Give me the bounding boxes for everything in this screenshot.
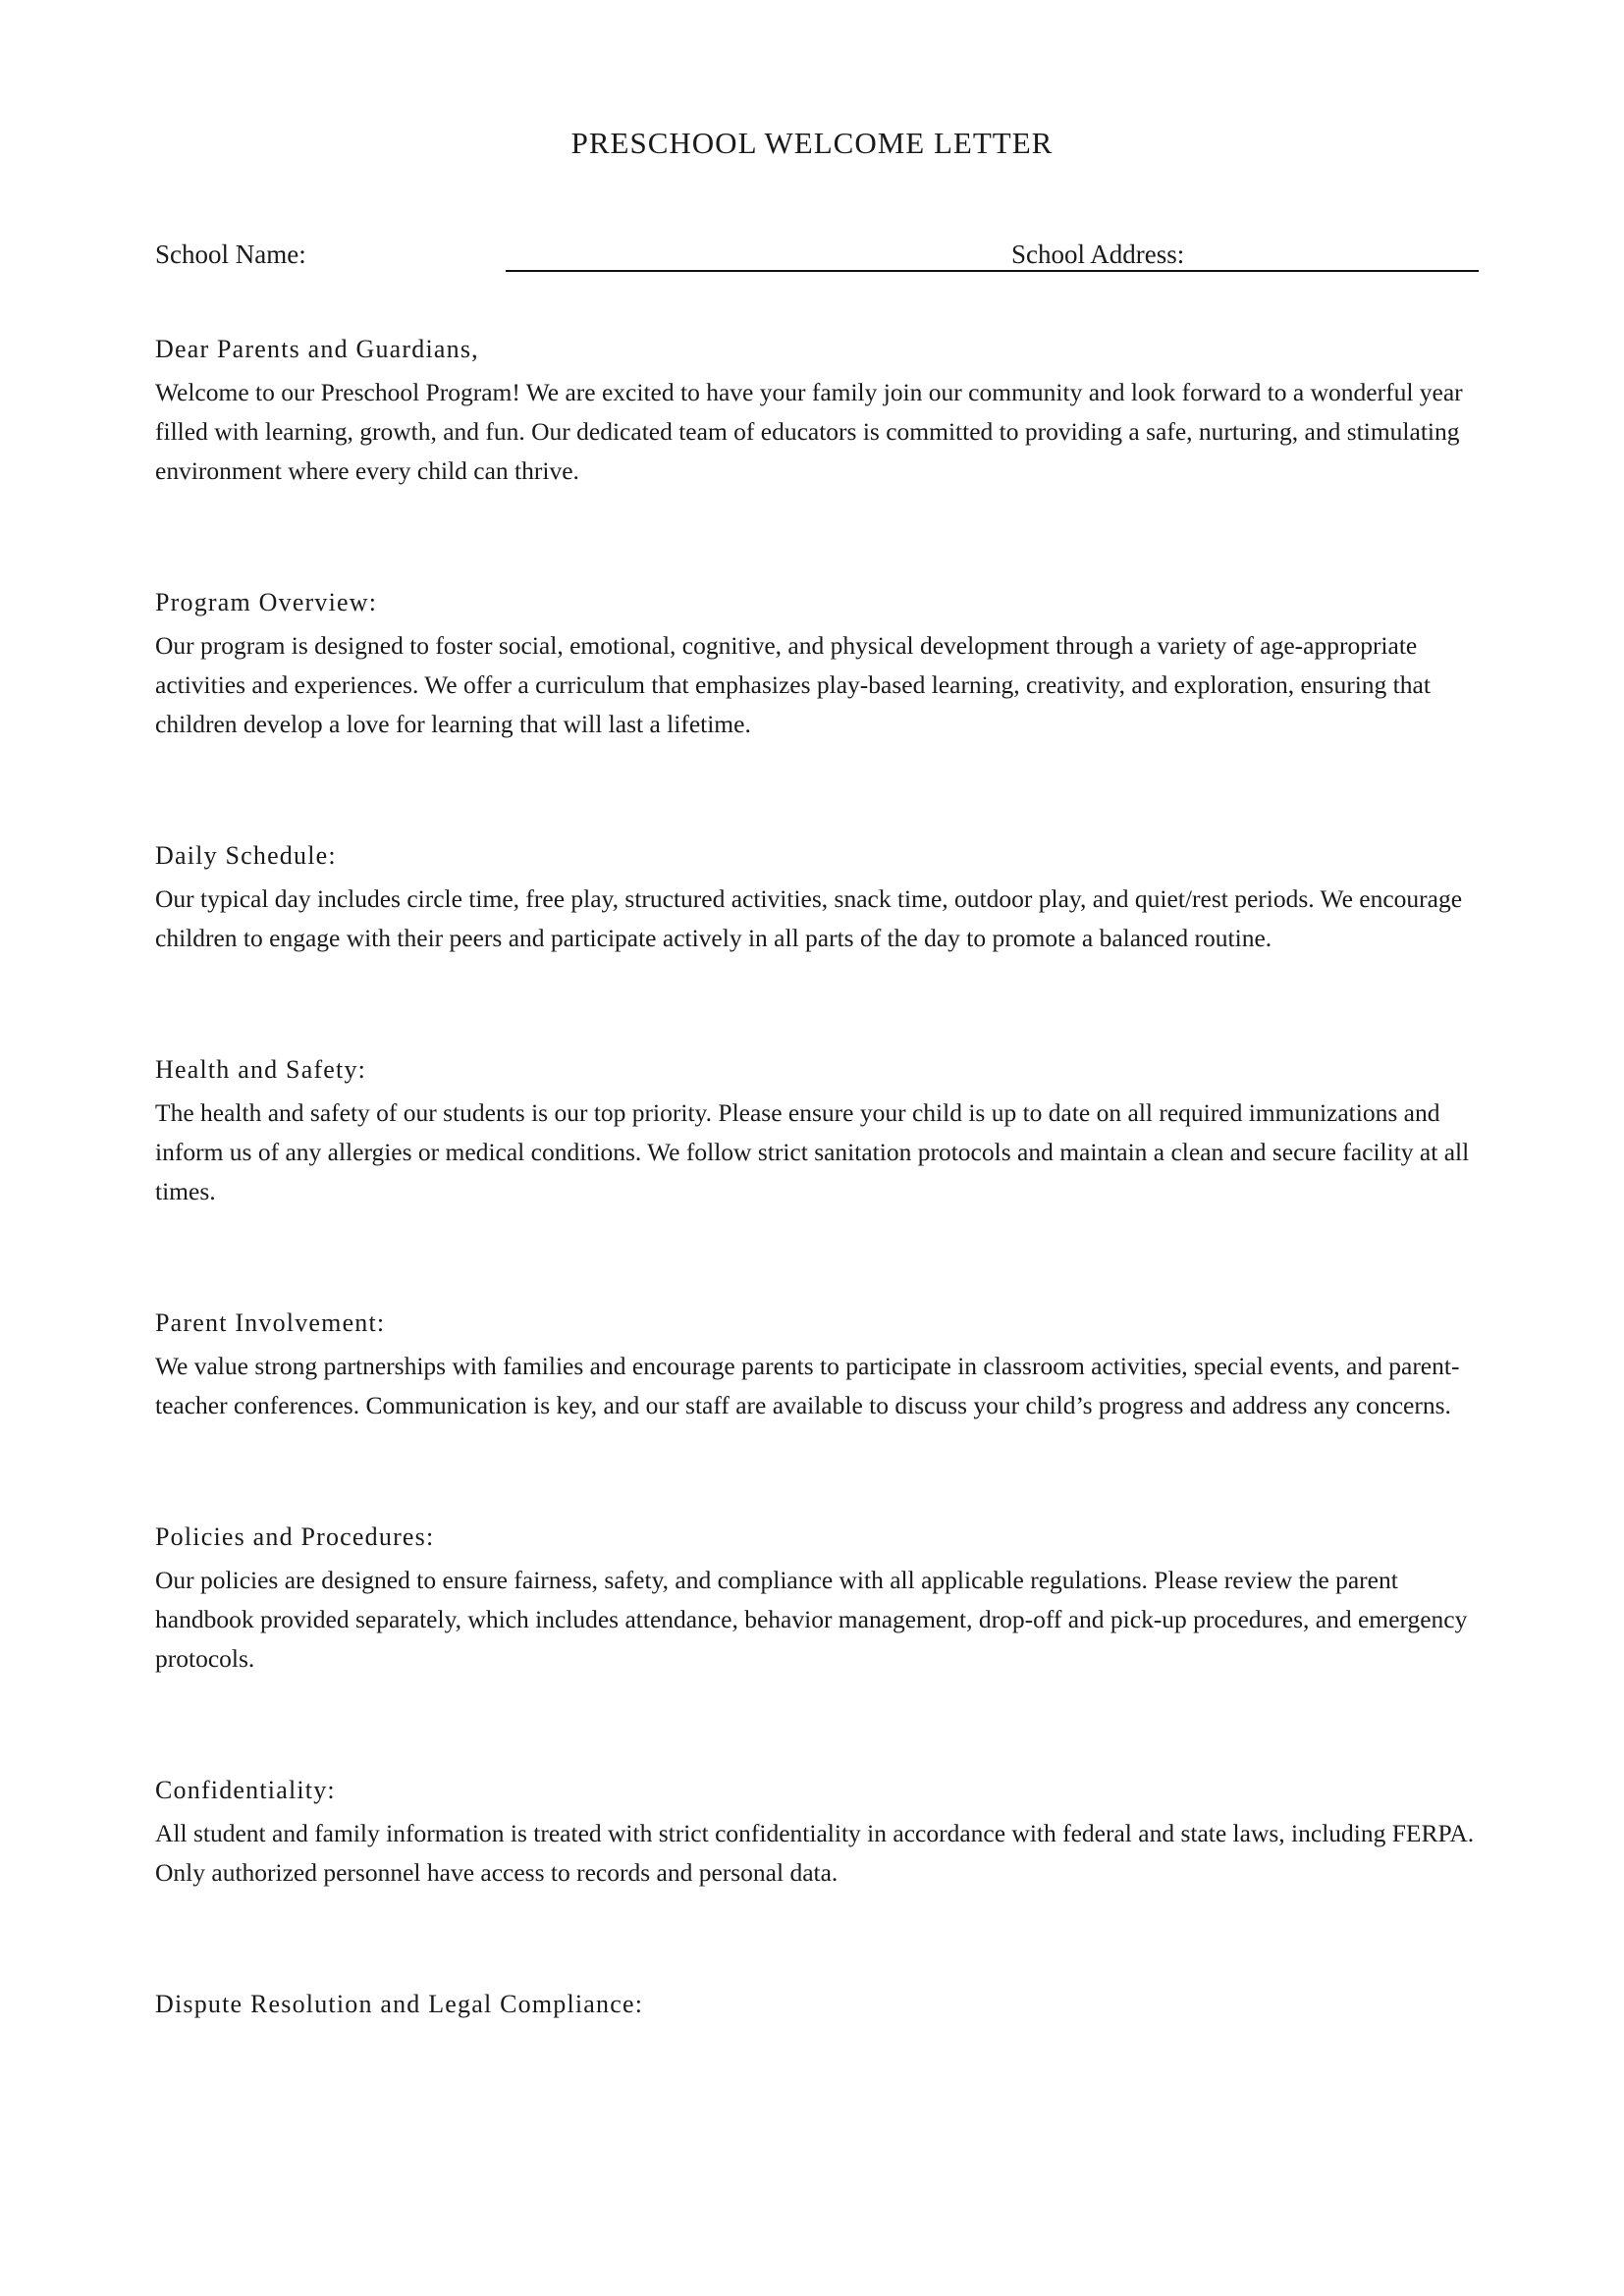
school-name-label: School Name: bbox=[155, 240, 306, 269]
section-parent-involvement bbox=[155, 1304, 1483, 1425]
section-policies-procedures bbox=[155, 1518, 1483, 1679]
school-info-row bbox=[155, 236, 1479, 275]
section-health-safety bbox=[155, 1050, 1483, 1211]
section-dispute-resolution bbox=[155, 1985, 1483, 2024]
document-title: PRESCHOOL WELCOME LETTER bbox=[570, 126, 1054, 160]
section-heading: Health and Safety: bbox=[155, 1055, 367, 1084]
section-body: We value strong partnerships with families and encourage parents to participate in classroom activities, special events, and parent-teacher conferences. Communication is key, and our staff are available to discuss your child’s progress and address any concerns. bbox=[155, 1352, 1460, 1419]
section-heading: Daily Schedule: bbox=[155, 841, 337, 870]
intro-section bbox=[155, 330, 1483, 491]
section-heading: Policies and Procedures: bbox=[155, 1522, 435, 1551]
letter-body bbox=[155, 330, 1483, 2028]
section-program-overview bbox=[155, 583, 1483, 744]
section-heading: Dispute Resolution and Legal Compliance: bbox=[155, 1990, 644, 2018]
school-address-label: School Address: bbox=[1011, 240, 1185, 269]
section-body: Our policies are designed to ensure fairness, safety, and compliance with all applicable regulations. Please review the parent handbook provided separately, which includes attendance, behavior management, drop-off and pick-up procedures, and emergency protocols. bbox=[155, 1566, 1468, 1673]
section-daily-schedule bbox=[155, 836, 1483, 958]
section-heading: Program Overview: bbox=[155, 588, 378, 616]
school-name-fill-line[interactable] bbox=[506, 270, 1479, 272]
section-confidentiality bbox=[155, 1771, 1483, 1893]
greeting: Dear Parents and Guardians, bbox=[155, 335, 479, 363]
section-heading: Parent Involvement: bbox=[155, 1308, 386, 1337]
section-heading: Confidentiality: bbox=[155, 1776, 336, 1804]
section-body: Our program is designed to foster social, emotional, cognitive, and physical development through a variety of age-appropriate activities and experiences. We offer a curriculum that emphasizes play-based learning, creativity, and exploration, ensuring that children develop a love for learning that will last a lifetime. bbox=[155, 631, 1431, 738]
section-body: Our typical day includes circle time, free play, structured activities, snack time, outdoor play, and quiet/rest periods. We encourage children to engage with their peers and participate actively in all parts of the day to promote a balanced routine. bbox=[155, 884, 1463, 952]
section-body: All student and family information is treated with strict confidentiality in accordance with federal and state laws, including FERPA. Only authorized personnel have access to records and personal data. bbox=[155, 1819, 1475, 1887]
section-body: The health and safety of our students is our top priority. Please ensure your child is up to date on all required immunizations and inform us of any allergies or medical conditions. We follow strict sanitation protocols and maintain a clean and secure facility at all times. bbox=[155, 1098, 1470, 1205]
intro-paragraph: Welcome to our Preschool Program! We are excited to have your family join our community and look forward to a wonderful year filled with learning, growth, and fun. Our dedicated team of educators is committed to providing a safe, nurturing, and stimulating environment where every child can thrive. bbox=[155, 378, 1463, 485]
